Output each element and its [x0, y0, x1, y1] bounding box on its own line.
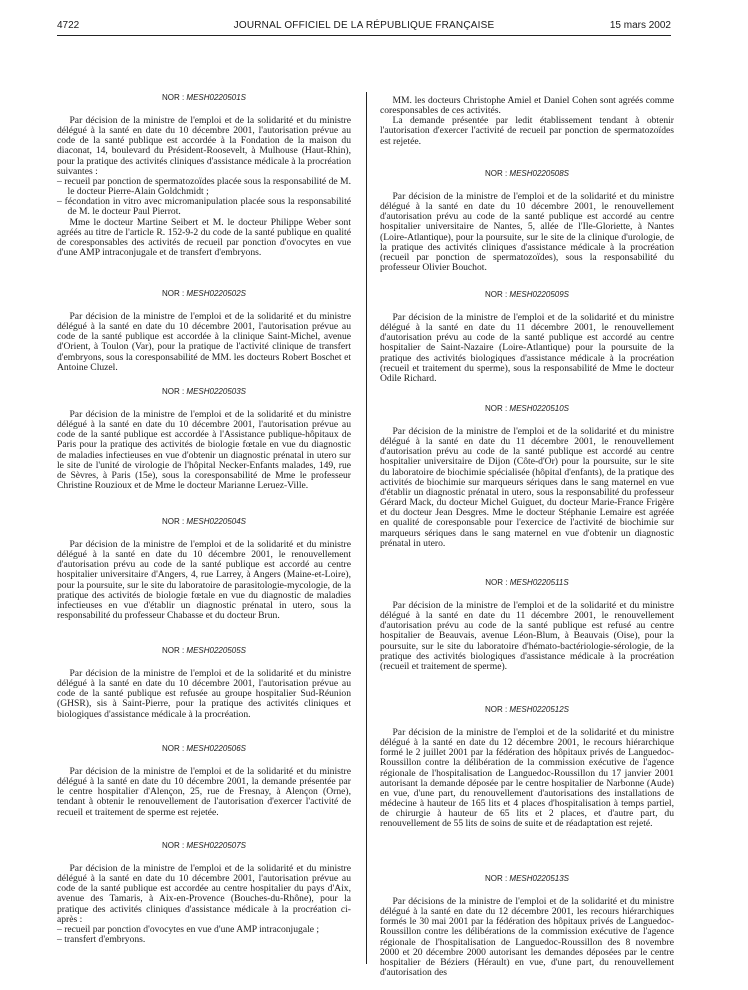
- page-header: [57, 20, 671, 34]
- header-rule: [57, 35, 671, 36]
- decision-mesh0220511s: [380, 577, 674, 672]
- nor-code: MESH0220503S: [186, 387, 247, 396]
- decision-mesh0220501s: [57, 92, 351, 258]
- paragraph: Par décision de la ministre de l'emploi et de la solidarité et du ministre délégué à la santé en date du 11 décembre 2001, le renouvellement d'autorisation prévu au code de la santé publique est refusé au centre hospitalier de Beauvais, avenue Léon-Blum, à Beauvais (Oise), pour la poursuite, sur le site du laboratoire d'hémato-bactériologie-sérologie, de la pratique des activités biologiques d'assistance médicale à la procréation (recueil et traitement de sperme).: [380, 600, 674, 672]
- list-item: – recueil par ponction d'ovocytes en vue d'une AMP intraconjugale ;: [57, 923, 320, 935]
- list-item: – transfert d'embryons.: [57, 934, 146, 946]
- nor-code: MESH0220511S: [509, 578, 569, 587]
- nor-reference: NOR : MESH0220502S: [161, 289, 247, 298]
- nor-reference: NOR : MESH0220507S: [161, 841, 247, 850]
- paragraph: Par décisions de la ministre de l'emploi et de la solidarité et du ministre délégué à la santé en date du 12 décembre 2001, les recours hiérarchiques formés le 30 mai 2001 par la fédération des hôpitaux privés de Languedoc-Roussillon contre les délibérations de la commission exécutive de l'agence régionale de l'hospitalisation de Languedoc-Roussillon des 8 novembre 2000 et 20 décembre 2000 autorisant les demandes déposées par le centre hospitalier de Béziers (Hérault) en vue, d'une part, du renouvellement d'autorisation des: [380, 896, 674, 979]
- nor-code: MESH0220513S: [509, 874, 570, 883]
- nor-reference: NOR : MESH0220510S: [484, 404, 570, 413]
- nor-reference: NOR : MESH0220511S: [485, 578, 569, 587]
- paragraph: Par décision de la ministre de l'emploi et de la solidarité et du ministre délégué à la santé en date du 10 décembre 2001, la demande présentée par le centre hospitalier d'Alençon, 25, rue de Fresnay, à Alençon (Orne), tendant à obtenir le renouvellement de l'autorisation d'exercer l'activité de recueil et traitement de sperme est rejetée.: [57, 766, 351, 818]
- decision-mesh0220503s: [57, 386, 351, 491]
- nor-code: MESH0220507S: [186, 841, 247, 850]
- paragraph: Par décision de la ministre de l'emploi et de la solidarité et du ministre délégué à la santé en date du 12 décembre 2001, le recours hiérarchique formé le 2 juillet 2001 par la fédération des hôpitaux privés de Languedoc-Roussillon contre la délibération de la commission exécutive de l'agence régionale de l'hospitalisation de Languedoc-Roussillon du 17 janvier 2001 autorisant la demande déposée par le centre hospitalier de Narbonne (Aude) en vue, d'une part, du renouvellement d'autorisations des installations de médecine à hauteur de 165 lits et 4 places d'hospitalisation à temps partiel, de chirurgie à hauteur de 65 lits et 2 places, et d'autre part, du renouvellement de 55 lits de soins de suite et de réadaptation est rejeté.: [380, 727, 674, 830]
- nor-code: MESH0220502S: [186, 289, 247, 298]
- list-item: – recueil par ponction de spermatozoïdes placée sous la responsabilité de M. le docteur Pierre-Alain Goldchmidt ;: [57, 175, 351, 198]
- decision-mesh0220505s: [57, 645, 351, 720]
- nor-reference: NOR : MESH0220505S: [161, 646, 247, 655]
- nor-code: MESH0220505S: [186, 646, 247, 655]
- nor-code: MESH0220508S: [509, 169, 570, 178]
- list-item: – fécondation in vitro avec micromanipulation placée sous la responsabilité de M. le docteur Paul Pierrot.: [57, 196, 351, 218]
- decision-mesh0220510s: [380, 403, 674, 549]
- decision-mesh0220508s: [380, 168, 674, 273]
- paragraph: Par décision de la ministre de l'emploi et de la solidarité et du ministre délégué à la santé en date du 10 décembre 2001, l'autorisation prévue au code de la santé publique est accordée à la Fondation de la maison du diaconat, 14, boulevard du Président-Roosevelt, à Mulhouse (Haut-Rhin), pour la pratique des activités cliniques d'assistance médicale à la procréation suivantes :: [57, 115, 351, 177]
- nor-code: MESH0220506S: [186, 744, 247, 753]
- nor-reference: NOR : MESH0220501S: [161, 93, 247, 102]
- nor-code: MESH0220509S: [509, 290, 570, 299]
- paragraph: Par décision de la ministre de l'emploi et de la solidarité et du ministre délégué à la santé en date du 10 décembre 2001, le renouvellement d'autorisation prévu au code de la santé publique est accordé au centre hospitalier universitaire d'Angers, 4, rue Larrey, à Angers (Maine-et-Loire), pour la poursuite, sur le site du laboratoire de parasitologie-mycologie, de la pratique des activités de biologie fœtale en vue du diagnostic de maladies infectieuses en vue d'établir un diagnostic prénatal in utero, sous la responsabilité du professeur Chabasse et du docteur Brun.: [57, 539, 351, 622]
- paragraph: Par décision de la ministre de l'emploi et de la solidarité et du ministre délégué à la santé en date du 11 décembre 2001, le renouvellement d'autorisation prévu au code de la santé publique est accordé au centre hospitalier universitaire de Dijon (Côte-d'Or) pour la poursuite, sur le site du laboratoire de biochimie spécialisée (hôpital d'enfants), de la pratique des activités de biochimie sur marqueurs sériques dans le sang maternel en vue d'établir un diagnostic prénatal in utero, sous la responsabilité du professeur Gérard Mack, du docteur Michel Guiguet, du docteur Marie-France Frigère et du docteur Jean Desgres. Mme le docteur Stéphanie Lemaire est agréée en qualité de coresponsable pour l'exercice de l'activité de biochimie sur marqueurs sériques dans le sang maternel en vue d'obtenir un diagnostic prénatal in utero.: [380, 426, 674, 549]
- paragraph: Par décision de la ministre de l'emploi et de la solidarité et du ministre délégué à la santé en date du 11 décembre 2001, le renouvellement d'autorisation prévu au code de la santé publique est accordé au centre hospitalier de Saint-Nazaire (Loire-Atlantique) pour la poursuite de la pratique des activités biologiques d'assistance médicale à la procréation (recueil et traitement du sperme), sous la responsabilité de Mme le docteur Odile Richard.: [380, 312, 674, 384]
- paragraph: Par décision de la ministre de l'emploi et de la solidarité et du ministre délégué à la santé en date du 10 décembre 2001, l'autorisation prévue au code de la santé publique est refusée au groupe hospitalier Sud-Réunion (GHSR), sis à Saint-Pierre, pour la pratique des activités cliniques et biologiques d'assistance médicale à la procréation.: [57, 668, 351, 720]
- nor-code: MESH0220504S: [186, 517, 247, 526]
- nor-reference: NOR : MESH0220503S: [161, 387, 247, 396]
- decision-mesh0220513s: [380, 873, 674, 978]
- nor-reference: NOR : MESH0220513S: [484, 874, 570, 883]
- nor-reference: NOR : MESH0220506S: [161, 744, 247, 753]
- paragraph: Par décision de la ministre de l'emploi et de la solidarité et du ministre délégué à la santé en date du 10 décembre 2001, l'autorisation prévue au code de la santé publique est accordée au centre hospitalier du pays d'Aix, avenue des Tamaris, à Aix-en-Provence (Bouches-du-Rhône), pour la pratique des activités cliniques d'assistance médicale à la procréation ci-après :: [57, 863, 351, 925]
- decision-mesh0220506s: [57, 743, 351, 818]
- page-number: 4722: [57, 20, 80, 31]
- paragraph: MM. les docteurs Christophe Amiel et Daniel Cohen sont agréés comme coresponsables de ces activités.: [380, 95, 674, 117]
- decision-mesh0220507s: [57, 840, 351, 945]
- paragraph: Par décision de la ministre de l'emploi et de la solidarité et du ministre délégué à la santé en date du 10 décembre 2001, l'autorisation prévue au code de la santé publique est accordée à la clinique Saint-Michel, avenue d'Orient, à Toulon (Var), pour la pratique de l'activité clinique de transfert d'embryons, sous la coresponsabilité de MM. les docteurs Robert Boschet et Antoine Cluzel.: [57, 311, 351, 373]
- nor-reference: NOR : MESH0220512S: [484, 705, 570, 714]
- decision-mesh0220507s-continued: [380, 96, 674, 147]
- issue-date: 15 mars 2002: [609, 20, 671, 31]
- decision-mesh0220502s: [57, 288, 351, 373]
- paragraph: La demande présentée par ledit établissement tendant à obtenir l'autorisation d'exercer l'activité de recueil par ponction de spermatozoïdes est rejetée.: [380, 115, 674, 147]
- decision-mesh0220504s: [57, 516, 351, 621]
- nor-code: MESH0220512S: [509, 705, 570, 714]
- nor-reference: NOR : MESH0220509S: [484, 290, 570, 299]
- nor-code: MESH0220501S: [186, 93, 247, 102]
- journal-title: JOURNAL OFFICIEL DE LA RÉPUBLIQUE FRANÇAISE: [233, 20, 495, 31]
- paragraph: Par décision de la ministre de l'emploi et de la solidarité et du ministre délégué à la santé en date du 10 décembre 2001, le renouvellement d'autorisation prévu au code de la santé publique est accordé au centre hospitalier universitaire de Nantes, 5, allée de l'Ile-Gloriette, à Nantes (Loire-Atlantique), pour la poursuite, sur le site de la clinique d'urologie, de la pratique des activités cliniques d'assistance médicale à la procréation (recueil par ponction de spermatozoïdes), sous la responsabilité du professeur Olivier Bouchot.: [380, 191, 674, 274]
- paragraph: Par décision de la ministre de l'emploi et de la solidarité et du ministre délégué à la santé en date du 10 décembre 2001, l'autorisation prévue au code de la santé publique est accordée à l'Assistance publique-hôpitaux de Paris pour la pratique des activités de biologie fœtale en vue du diagnostic de maladies infectieuses en vue d'obtenir un diagnostic prénatal in utero sur le site de l'unité de virologie de l'hôpital Necker-Enfants malades, 149, rue de Sèvres, à Paris (15e), sous la coresponsabilité de Mme le professeur Christine Rouzioux et de Mme le docteur Marianne Leruez-Ville.: [57, 409, 351, 492]
- nor-reference: NOR : MESH0220504S: [161, 517, 247, 526]
- decision-mesh0220509s: [380, 289, 674, 384]
- column-divider: [366, 92, 367, 964]
- nor-code: MESH0220510S: [509, 404, 570, 413]
- decision-mesh0220512s: [380, 704, 674, 830]
- nor-reference: NOR : MESH0220508S: [484, 169, 570, 178]
- paragraph: Mme le docteur Martine Seibert et M. le docteur Philippe Weber sont agréés au titre de l'article R. 152-9-2 du code de la santé publique en qualité de coresponsables des activités de recueil par ponction d'ovocytes en vue d'une AMP intraconjugale et de transfert d'embryons.: [57, 216, 351, 259]
